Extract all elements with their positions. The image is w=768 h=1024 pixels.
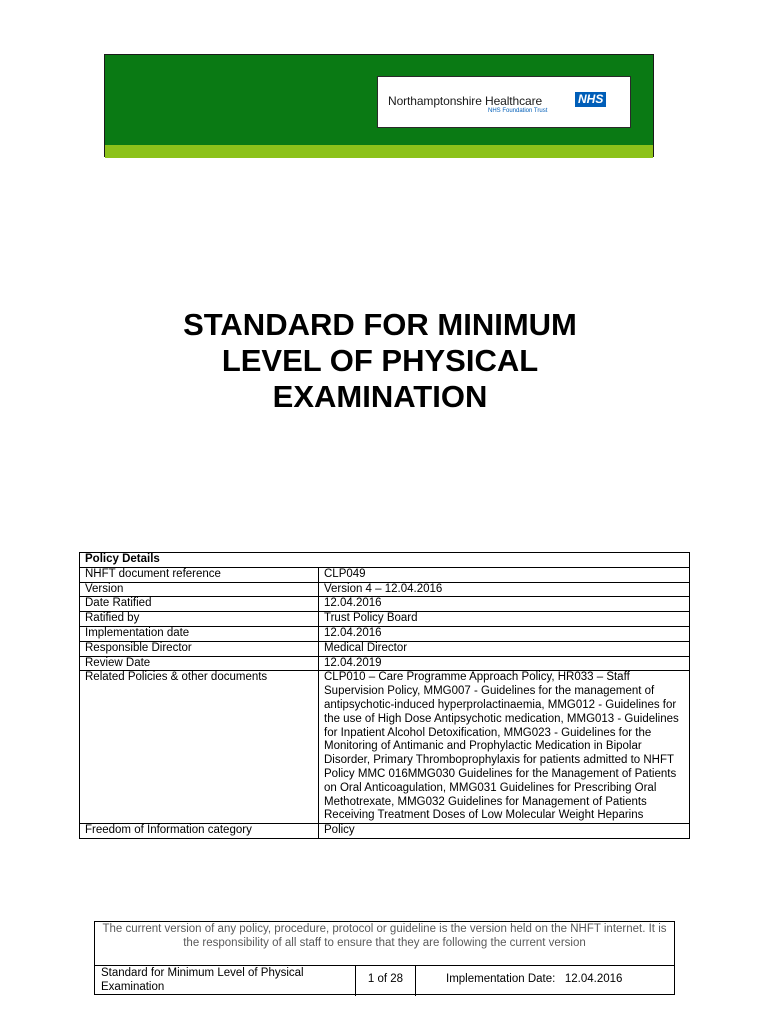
nhs-badge: NHS <box>575 92 606 107</box>
title-line-3: EXAMINATION <box>272 379 488 414</box>
row-value: Version 4 – 12.04.2016 <box>319 582 690 597</box>
table-row <box>80 612 690 627</box>
table-row <box>80 597 690 612</box>
title-line-2: LEVEL OF PHYSICAL <box>221 343 539 378</box>
row-label: Implementation date <box>80 626 319 641</box>
table-row <box>80 626 690 641</box>
title-line-1: STANDARD FOR MINIMUM <box>183 307 577 342</box>
footer-doc-title: Standard for Minimum Level of Physical Examination <box>95 966 356 996</box>
version-notice: The current version of any policy, procedure, protocol or guideline is the version held on the NHFT internet. It is the responsibility of all staff to ensure that they are following the current version <box>95 922 674 966</box>
row-value: 12.04.2019 <box>319 656 690 671</box>
document-title <box>80 307 680 415</box>
row-value: CLP049 <box>319 567 690 582</box>
row-label: Freedom of Information category <box>80 824 319 839</box>
row-value: Policy <box>319 824 690 839</box>
row-label: Ratified by <box>80 612 319 627</box>
policy-details-table <box>79 552 690 839</box>
row-label: Review Date <box>80 656 319 671</box>
footer-implementation-date: Implementation Date: 12.04.2016 <box>446 973 623 985</box>
logo-org-sub: NHS Foundation Trust <box>488 108 548 114</box>
table-row <box>80 824 690 839</box>
table-row <box>80 582 690 597</box>
row-value: Trust Policy Board <box>319 612 690 627</box>
table-row <box>80 671 690 824</box>
logo-org-name: Northamptonshire Healthcare <box>388 94 543 108</box>
row-label: NHFT document reference <box>80 567 319 582</box>
table-heading: Policy Details <box>80 553 690 568</box>
banner-lime-band <box>105 145 653 158</box>
page-footer <box>94 921 675 995</box>
header-banner <box>104 54 654 157</box>
row-value: 12.04.2016 <box>319 626 690 641</box>
table-row <box>80 656 690 671</box>
row-label: Related Policies & other documents <box>80 671 319 824</box>
row-value: Medical Director <box>319 641 690 656</box>
page-number: 1 of 28 <box>356 966 416 996</box>
table-row <box>80 567 690 582</box>
row-value: 12.04.2016 <box>319 597 690 612</box>
table-row <box>80 641 690 656</box>
row-label: Version <box>80 582 319 597</box>
table-heading-row <box>80 553 690 568</box>
trust-logo <box>377 76 631 128</box>
row-label: Date Ratified <box>80 597 319 612</box>
row-value: CLP010 – Care Programme Approach Policy, HR033 – Staff Supervision Policy, MMG007 - Guidelines for the management of antipsychotic-induced hyperprolactinaemia, MMG012 - Guidelines for the use of High Dose Antipsychotic medication, MMG013 - Guidelines for Inpatient Alcohol Detoxification, MMG023 - Guidelines for the Monitoring of Antimanic and Prophylactic Medication in Bipolar Disorder, Primary Thromboprophylaxis for patients admitted to NHFT Policy MMC 016MMG030 Guidelines for the Management of Patients on Oral Anticoagulation, MMG031 Guidelines for Prescribing Oral Methotrexate, MMG032 Guidelines for Management of Patients Receiving Treatment Doses of Low Molecular Weight Heparins <box>319 671 690 824</box>
row-label: Responsible Director <box>80 641 319 656</box>
